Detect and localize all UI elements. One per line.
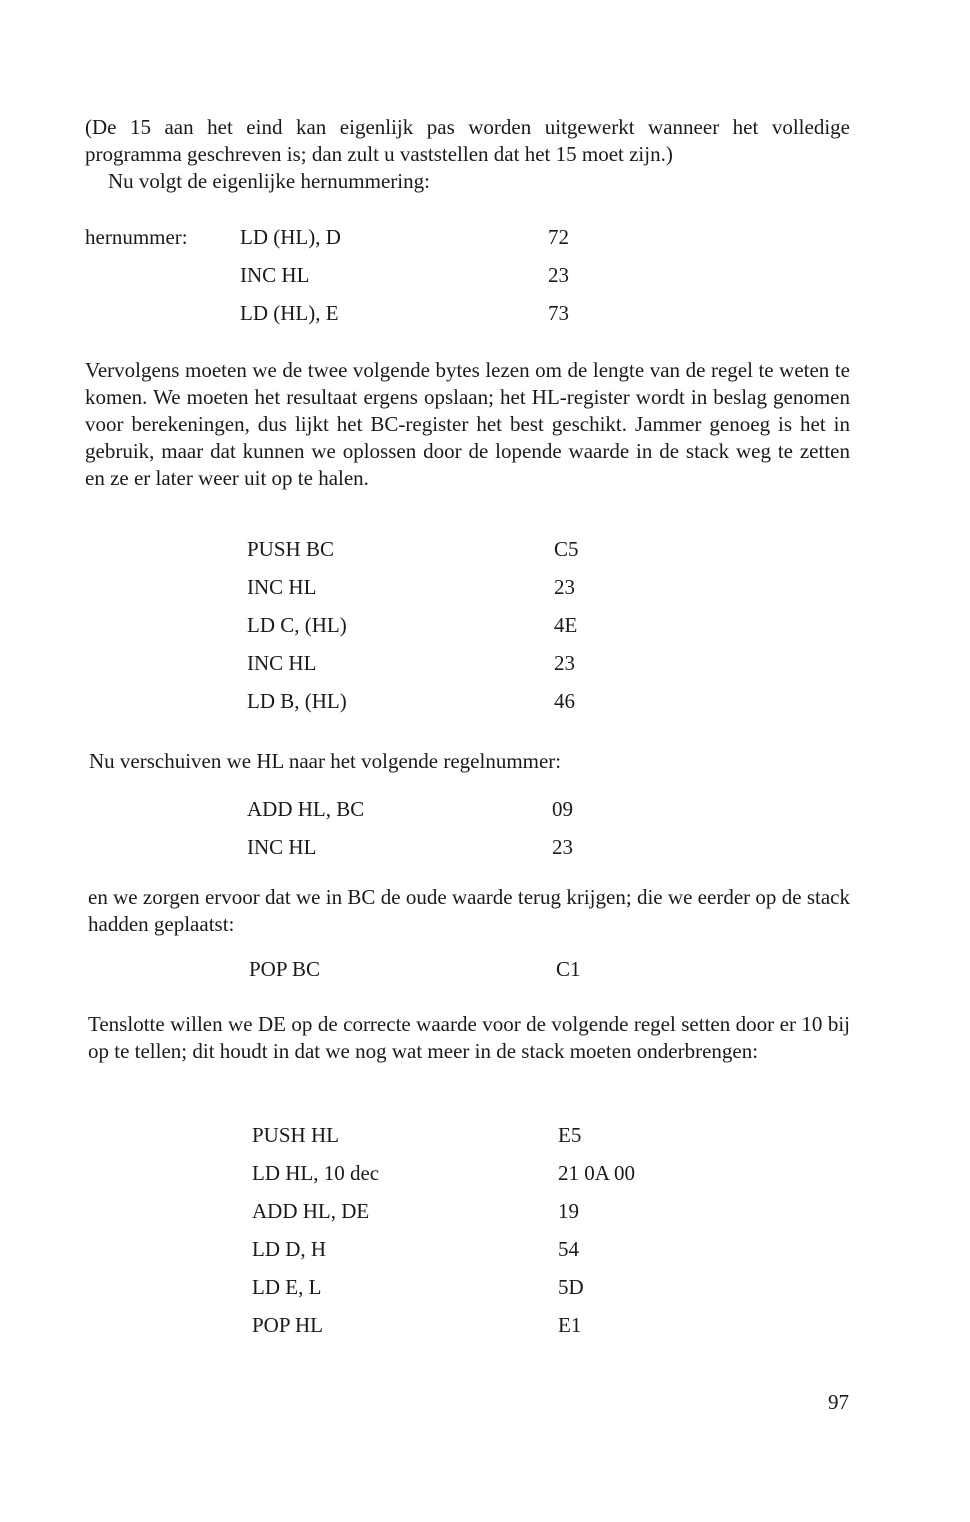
instruction: LD B, (HL) xyxy=(247,689,347,713)
hex-code: 23 xyxy=(548,263,569,287)
intro-text: (De 15 aan het eind kan eigenlijk pas worden uitgewerkt wanneer het volledige programma geschreven is; dan zult u vaststellen dat het 15 moet zijn.) xyxy=(85,115,850,166)
paragraph-restore: en we zorgen ervoor dat we in BC de oude waarde terug krijgen; die we eerder op de stack hadden geplaatst: xyxy=(88,885,850,936)
hex-code: C1 xyxy=(556,957,581,981)
hex-code: 23 xyxy=(552,835,573,859)
instruction: LD (HL), E xyxy=(240,301,339,325)
hex-code: C5 xyxy=(554,537,579,561)
instruction: ADD HL, BC xyxy=(247,797,365,821)
instruction: ADD HL, DE xyxy=(252,1199,370,1223)
intro-followup: Nu volgt de eigenlijke hernummering: xyxy=(108,169,430,193)
hex-code: 4E xyxy=(554,613,578,637)
hex-code: 72 xyxy=(548,225,569,249)
page-number: 97 xyxy=(828,1390,849,1414)
hex-code: 09 xyxy=(552,797,573,821)
instruction: LD (HL), D xyxy=(240,225,341,249)
instruction: PUSH HL xyxy=(252,1123,339,1147)
hex-code: 54 xyxy=(558,1237,579,1261)
hex-code: 73 xyxy=(548,301,569,325)
hex-code: 5D xyxy=(558,1275,584,1299)
intro-paragraph xyxy=(85,114,850,195)
hex-code: E1 xyxy=(558,1313,582,1337)
paragraph-shift: Nu verschuiven we HL naar het volgende regelnummer: xyxy=(89,749,562,773)
instruction: LD HL, 10 dec xyxy=(252,1161,380,1185)
hex-code: 46 xyxy=(554,689,575,713)
hex-code: 23 xyxy=(554,575,575,599)
instruction: INC HL xyxy=(240,263,310,287)
paragraph-finally: Tenslotte willen we DE op de correcte waarde voor de volgende regel setten door er 10 bij op te tellen; dit houdt in dat we nog wat meer in de stack moeten onderbrengen: xyxy=(88,1012,850,1063)
renumber-label: hernummer: xyxy=(85,225,188,249)
instruction: POP BC xyxy=(249,957,321,981)
hex-code: 23 xyxy=(554,651,575,675)
hex-code: 19 xyxy=(558,1199,579,1223)
hex-code: 21 0A 00 xyxy=(558,1161,636,1185)
instruction: LD C, (HL) xyxy=(247,613,347,637)
instruction: LD E, L xyxy=(252,1275,322,1299)
hex-code: E5 xyxy=(558,1123,582,1147)
instruction: INC HL xyxy=(247,835,317,859)
paragraph-bytes: Vervolgens moeten we de twee volgende bytes lezen om de lengte van de regel te weten te komen. We moeten het resultaat ergens opslaan; het HL-register wordt in beslag genomen voor berekeningen, dus lijkt het BC-register het best geschikt. Jammer genoeg is het in gebruik, maar dat kunnen we oplossen door de lopende waarde in de stack weg te zetten en ze er later weer uit op te halen. xyxy=(85,358,850,490)
instruction: PUSH BC xyxy=(247,537,334,561)
instruction: LD D, H xyxy=(252,1237,327,1261)
instruction: POP HL xyxy=(252,1313,323,1337)
instruction: INC HL xyxy=(247,651,317,675)
instruction: INC HL xyxy=(247,575,317,599)
